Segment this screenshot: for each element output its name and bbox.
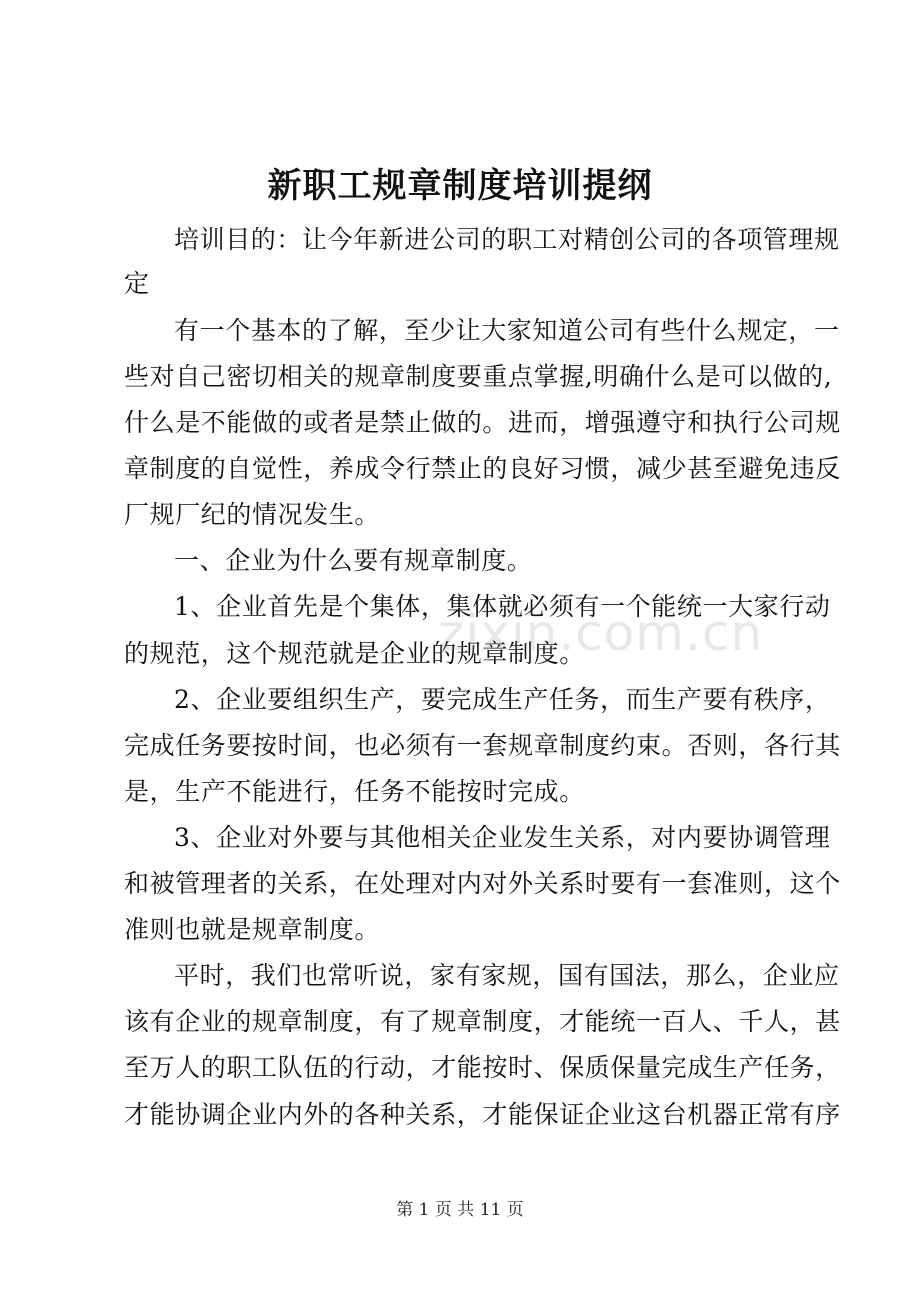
text-line: 定	[124, 269, 150, 298]
text-line: 厂规厂纪的情况发生。	[124, 500, 381, 529]
text-line: 什么是不能做的或者是禁止做的。进而，增强遵守和执行公司规	[124, 408, 841, 437]
text-line: 1、企业首先是个集体，集体就必须有一个能统一大家行动	[174, 592, 831, 621]
text-line: 是，生产不能进行，任务不能按时完成。	[124, 777, 585, 806]
text-line: 至万人的职工队伍的行动，才能按时、保质保量完成生产任务，	[124, 1053, 841, 1082]
watermark: zixin.com.cn	[438, 604, 764, 662]
text-line: 章制度的自觉性，养成令行禁止的良好习惯，减少甚至避免违反	[124, 454, 841, 483]
text-line: 准则也就是规章制度。	[124, 915, 381, 944]
text-line: 的规范，这个规范就是企业的规章制度。	[124, 639, 585, 668]
text-line: 完成任务要按时间，也必须有一套规章制度约束。否则，各行其	[124, 731, 841, 760]
text-line: 平时，我们也常听说，家有家规，国有国法，那么，企业应	[174, 961, 840, 990]
text-line: 培训目的：让今年新进公司的职工对精创公司的各项管理规	[174, 225, 840, 254]
document-title: 新职工规章制度培训提纲	[267, 166, 653, 206]
text-line: 有一个基本的了解，至少让大家知道公司有些什么规定，一	[174, 316, 840, 345]
text-line: 才能协调企业内外的各种关系，才能保证企业这台机器正常有序	[124, 1100, 841, 1129]
text-line: 些对自己密切相关的规章制度要重点掌握,明确什么是可以做的,	[124, 362, 833, 391]
text-line: 3、企业对外要与其他相关企业发生关系，对内要协调管理	[174, 823, 831, 852]
page-footer: 第 1 页 共 11 页	[396, 1200, 524, 1220]
text-line: 2、企业要组织生产，要完成生产任务，而生产要有秩序，	[174, 685, 831, 714]
section-heading: 一、企业为什么要有规章制度。	[174, 546, 533, 575]
text-line: 该有企业的规章制度，有了规章制度，才能统一百人、千人，甚	[124, 1007, 841, 1036]
text-line: 和被管理者的关系，在处理对内对外关系时要有一套准则，这个	[124, 869, 841, 898]
